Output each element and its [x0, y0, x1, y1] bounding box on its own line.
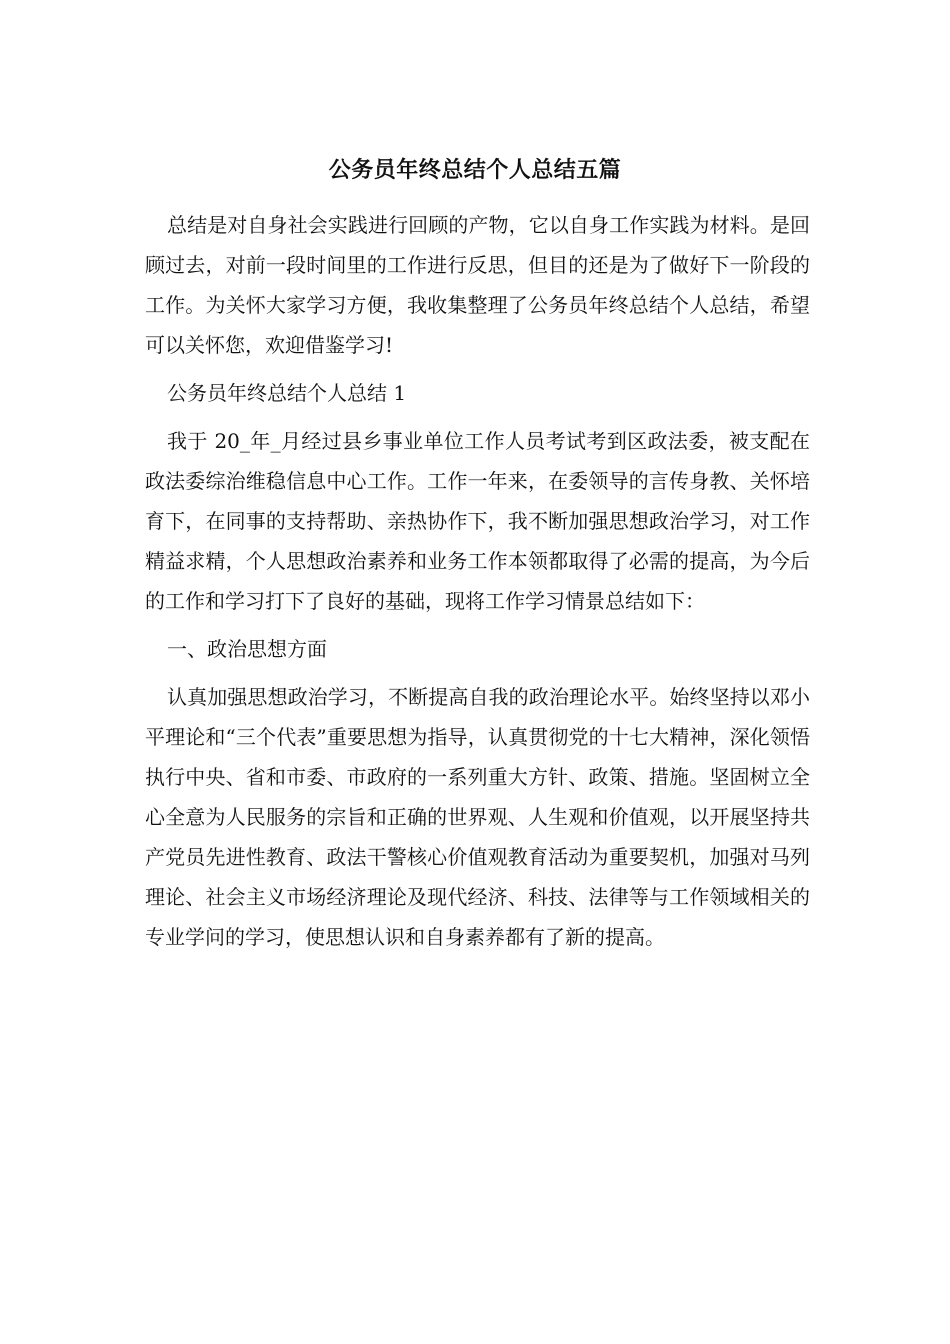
section-heading-political-thought: 一、政治思想方面: [167, 637, 327, 661]
work-overview-paragraph: 我于 20_年_月经过县乡事业单位工作人员考试考到区政法委，被支配在政法委综治维稳信息中心工作。工作一年来，在委领导的言传身教、关怀培育下，在同事的支持帮助、亲热协作下，我不断加强思想政治学习，对工作精益求精，个人思想政治素养和业务工作本领都取得了必需的提高，为今后的工作和学习打下了良好的基础，现将工作学习情景总结如下：: [145, 429, 810, 613]
intro-paragraph: 总结是对自身社会实践进行回顾的产物，它以自身工作实践为材料。是回顾过去，对前一段时间里的工作进行反思，但目的还是为了做好下一阶段的工作。为关怀大家学习方便，我收集整理了公务员年终总结个人总结，希望可以关怀您，欢迎借鉴学习!: [145, 213, 810, 357]
document-body: [145, 205, 810, 965]
political-thought-paragraph: 认真加强思想政治学习，不断提高自我的政治理论水平。始终坚持以邓小平理论和“三个代表”重要思想为指导，认真贯彻党的十七大精神，深化领悟执行中央、省和市委、市政府的一系列重大方针、政策、措施。坚固树立全心全意为人民服务的宗旨和正确的世界观、人生观和价值观，以开展坚持共产党员先进性教育、政法干警核心价值观教育活动为重要契机，加强对马列理论、社会主义市场经济理论及现代经济、科技、法律等与工作领域相关的专业学问的学习，使思想认识和自身素养都有了新的提高。: [145, 685, 810, 949]
document-title: 公务员年终总结个人总结五篇: [328, 157, 622, 183]
section-title-summary-1: 公务员年终总结个人总结 1: [167, 381, 407, 405]
